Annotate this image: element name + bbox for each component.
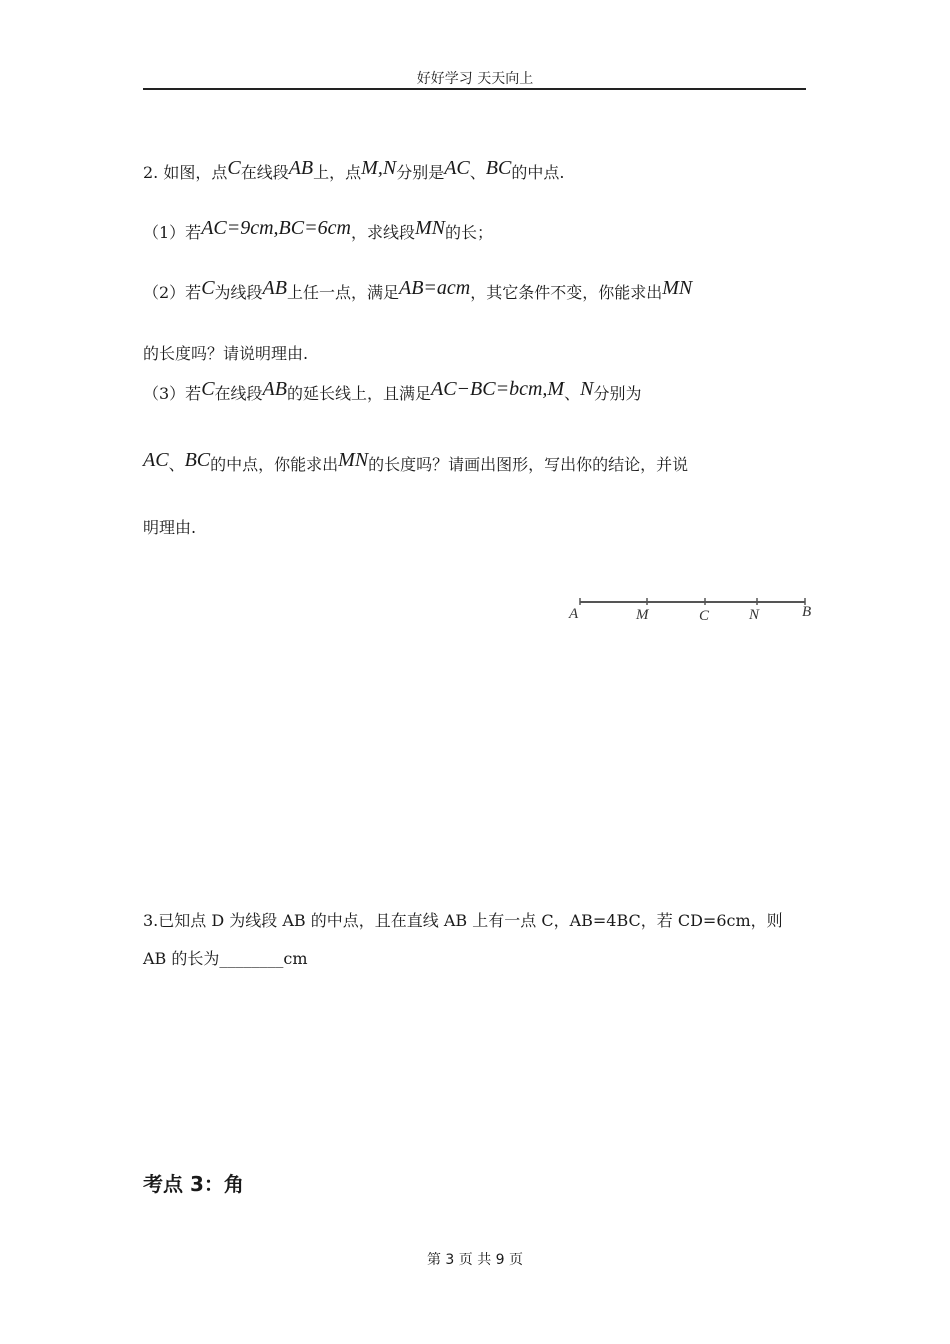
- text: 、: [564, 384, 581, 403]
- text: 的长度吗？请画出图形，写出你的结论，并说: [368, 455, 689, 474]
- text: （1）若: [143, 223, 202, 242]
- math: C: [201, 378, 215, 400]
- segment-figure: [565, 592, 820, 628]
- page-footer: 第 3 页 共 9 页: [426, 1252, 524, 1268]
- section-title: 考点 3：角: [143, 1172, 244, 1196]
- math: N: [382, 157, 397, 179]
- header-rule: [143, 88, 806, 90]
- math: AC−BC=bcm,M: [431, 378, 565, 400]
- text: 上任一点，满足: [286, 283, 399, 302]
- text: 的中点.: [511, 163, 565, 182]
- q2-part3: [143, 378, 642, 405]
- text: 为线段: [214, 283, 263, 302]
- q2-intro: [143, 157, 565, 184]
- q3-line2: [143, 946, 308, 969]
- math: BC: [485, 157, 512, 179]
- answer-blank[interactable]: ________: [219, 949, 284, 968]
- text: 2. 如图，点: [143, 163, 228, 182]
- math: AB: [262, 277, 287, 299]
- label-a: A: [569, 606, 579, 622]
- math: M: [361, 157, 378, 179]
- math: C: [201, 277, 215, 299]
- q2-part1: [143, 217, 493, 244]
- text: ，求线段: [350, 223, 415, 242]
- text: （2）若: [143, 283, 202, 302]
- label-c: C: [699, 608, 710, 624]
- text: 上，点: [313, 163, 362, 182]
- math: AC: [143, 449, 169, 471]
- label-n: N: [749, 607, 760, 623]
- q2-part3-line2: [143, 449, 689, 476]
- math: C: [227, 157, 241, 179]
- text: 、: [168, 455, 185, 474]
- text: （3）若: [143, 384, 202, 403]
- text: ，其它条件不变，你能求出: [470, 283, 663, 302]
- q2-part3-line3: 明理由.: [143, 518, 197, 537]
- text: 在线段: [214, 384, 263, 403]
- text: 分别是: [396, 163, 445, 182]
- label-m: M: [636, 607, 649, 623]
- math: AB: [262, 378, 287, 400]
- q2-part2: [143, 277, 693, 304]
- text: AB 的长为: [143, 949, 220, 968]
- math: AC: [444, 157, 470, 179]
- label-b: B: [802, 604, 812, 620]
- math: BC: [184, 449, 211, 471]
- math: ,: [377, 157, 383, 179]
- text: 的延长线上，且满足: [286, 384, 431, 403]
- math: AB=acm: [399, 277, 471, 299]
- math: AB: [288, 157, 314, 179]
- math: AC=9cm,BC=6cm: [201, 217, 351, 239]
- math: MN: [338, 449, 369, 471]
- text: 的长；: [444, 223, 493, 242]
- text: 的中点，你能求出: [210, 455, 339, 474]
- q3-line1: 3.已知点 D 为线段 AB 的中点，且在直线 AB 上有一点 C，AB=4BC，若 CD=6cm，则: [143, 911, 783, 930]
- text: cm: [283, 949, 308, 968]
- math: N: [580, 378, 594, 400]
- text: 、: [469, 163, 486, 182]
- page-header: 好好学习 天天向上: [416, 71, 534, 87]
- text: 在线段: [240, 163, 289, 182]
- math: MN: [662, 277, 693, 299]
- math: MN: [414, 217, 445, 239]
- q2-part2-cont: 的长度吗？请说明理由.: [143, 344, 309, 363]
- text: 分别为: [593, 384, 642, 403]
